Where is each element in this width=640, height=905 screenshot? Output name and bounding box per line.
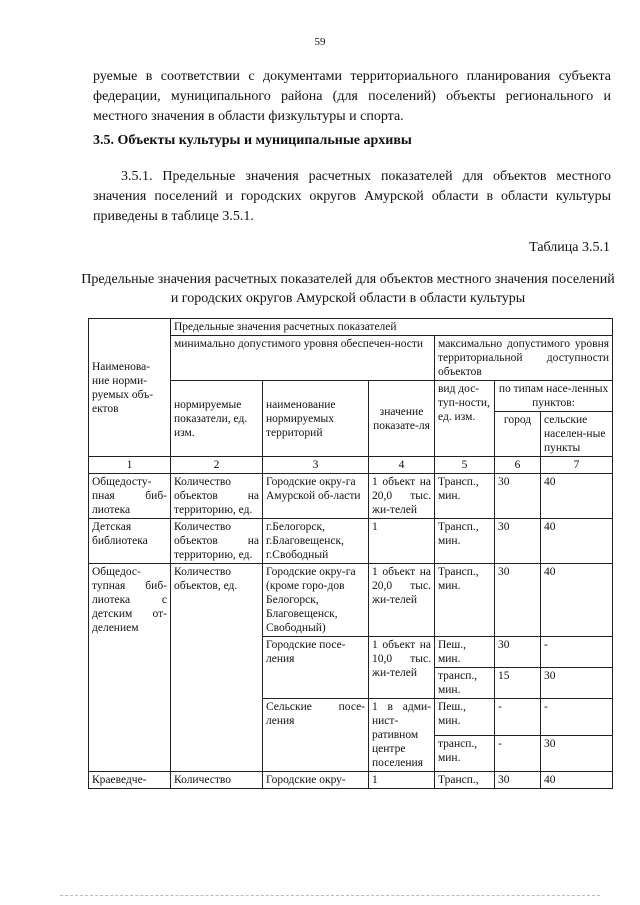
row-indicator: Количество [171,772,263,789]
row-value: 1 объект на 10,0 тыс. жи-телей [369,637,435,699]
row-access: Трансп., мин. [435,564,495,637]
page-bottom-edge [60,895,600,898]
column-numbers-row [89,457,613,474]
col-number: 1 [89,457,171,474]
row-city: 30 [495,637,541,668]
table-title: Предельные значения расчетных показателей для объектов местного значения поселений и городских округов Амурской области в области культуры [81,272,615,306]
header-name-col: Наименова-ние норми-руемых объ-ектов [89,319,171,457]
col-number: 7 [541,457,613,474]
row-name: Детская библиотека [89,519,171,564]
col-number: 5 [435,457,495,474]
header-group: Предельные значения расчетных показателей [171,319,613,336]
row-access: трансп., мин. [435,735,495,772]
row-city: - [495,735,541,772]
col-number: 4 [369,457,435,474]
row-name: Общедосту-пная биб-лиотека [89,474,171,519]
intro-paragraph: руемые в соответствии с документами территориального планирования субъекта федерации, муниципального района (для поселений) объекты регионального и местного значения в области физкультуры и спорта. [93,69,611,124]
col-number: 6 [495,457,541,474]
data-table [88,318,613,789]
table-row [89,519,613,564]
row-territory: г.Белогорск, г.Благовещенск, г.Свободный [263,519,369,564]
row-rural: 40 [541,564,613,637]
row-territory: Городские окру-га Амурской об-ласти [263,474,369,519]
row-value: 1 [369,772,435,789]
row-city: 30 [495,519,541,564]
row-city: 15 [495,668,541,699]
row-city: 30 [495,772,541,789]
header-by-settlement: по типам насе-ленных пунктов: [495,381,613,412]
header-min-group: минимально допустимого уровня обеспечен-ности [171,336,435,381]
row-indicator: Количество объектов на территорию, ед. [171,474,263,519]
row-value: 1 объект на 20,0 тыс. жи-телей [369,474,435,519]
row-access: Пеш., мин. [435,699,495,736]
table-row [89,474,613,519]
row-rural: 40 [541,772,613,789]
row-rural: - [541,699,613,736]
header-max-group: максимально допустимого уровня территориальной доступности объектов [435,336,613,381]
row-value: 1 [369,519,435,564]
table-caption: Таблица 3.5.1 [529,240,610,255]
row-rural: - [541,637,613,668]
row-value: 1 в адми-нист-ративном центре поселения [369,699,435,772]
row-access: Трансп., мин. [435,474,495,519]
row-indicator: Количество объектов, ед. [171,564,263,772]
col-number: 2 [171,457,263,474]
row-indicator: Количество объектов на территорию, ед. [171,519,263,564]
table-row [89,564,613,637]
page-number: 59 [314,36,326,48]
row-city: - [495,699,541,736]
row-rural: 30 [541,668,613,699]
row-access: трансп., мин. [435,668,495,699]
row-city: 30 [495,564,541,637]
row-city: 30 [495,474,541,519]
row-access: Пеш., мин. [435,637,495,668]
row-access: Трансп., мин. [435,519,495,564]
section-paragraph: 3.5.1. Предельные значения расчетных показателей для объектов местного значения поселений и городских округов Амурской области в области культуры приведены в таблице 3.5.1. [93,169,611,224]
row-access: Трансп., [435,772,495,789]
row-name: Краеведче- [89,772,171,789]
col-number: 3 [263,457,369,474]
row-rural: 40 [541,474,613,519]
row-territory: Городские окру- [263,772,369,789]
row-value: 1 объект на 20,0 тыс. жи-телей [369,564,435,637]
row-territory: Городские посе-ления [263,637,369,699]
row-territory: Сельские посе-ления [263,699,369,772]
table-row [89,772,613,789]
header-access-type: вид дос-туп-ности, ед. изм. [435,381,495,457]
row-territory: Городские окру-га (кроме горо-дов Белогорск, Благовещенск, Свободный) [263,564,369,637]
row-rural: 30 [541,735,613,772]
header-indicators: нормируемые показатели, ед. изм. [171,381,263,457]
header-territories: наименование нормируемых территорий [263,381,369,457]
header-rural: сельские населен-ные пункты [541,412,613,457]
header-value: значение показате-ля [369,381,435,457]
header-city: город [495,412,541,457]
row-name: Общедос-тупная биб-лиотека с детским от-делением [89,564,171,772]
row-rural: 40 [541,519,613,564]
section-heading: 3.5. Объекты культуры и муниципальные архивы [93,133,412,148]
